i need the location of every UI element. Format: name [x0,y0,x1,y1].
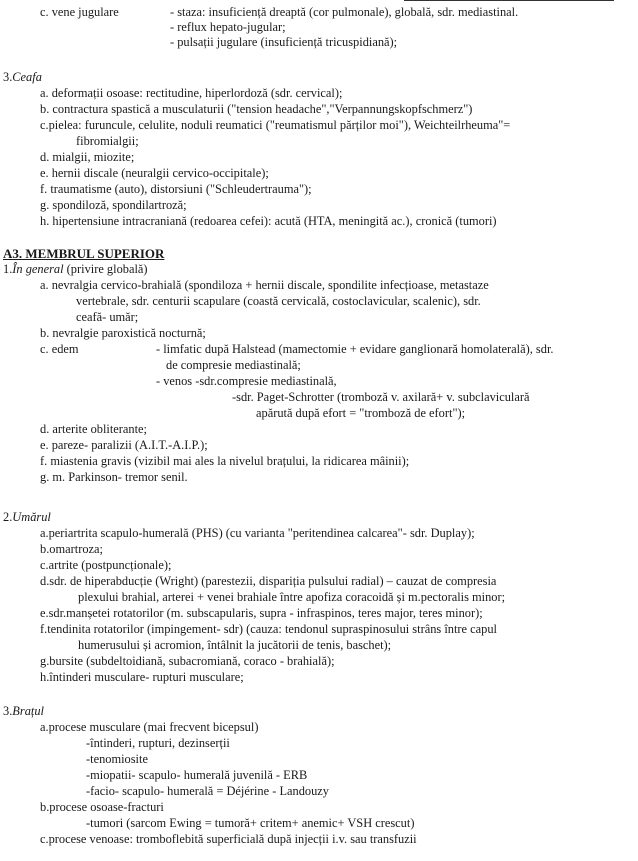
list-item: h. hipertensiune intracraniană (redoarea cefei): acută (HTA, meningită ac.), cronică (tumori) [40,214,497,228]
list-item: e.sdr.manșetei rotatorilor (m. subscapularis, supra - infraspinos, teres major, teres minor); [40,606,483,620]
list-item: f.tendinita rotatorilor (impingement- sdr) (cauza: tendonul supraspinosului strâns între capul [40,622,497,636]
section-number: 3. [3,704,13,718]
section-title: Ceafa [12,70,42,84]
list-item-cont: fibromialgii; [76,134,139,148]
section-heading-brat [3,704,44,719]
list-item-cont: ceafă- umăr; [76,310,139,324]
section-title: Umărul [12,510,51,524]
list-item: c. edem [40,342,79,356]
list-item-sub: -facio- scapulo- humerală = Déjérine - Landouzy [86,784,329,798]
section-number: 1. [3,262,13,276]
section-number: 2. [3,510,13,524]
list-item-sub: -întinderi, rupturi, dezinserții [86,736,230,750]
list-item: e. hernii discale (neuralgii cervico-occipitale); [40,166,269,180]
list-item: b. nevralgie paroxistică nocturnă; [40,326,206,340]
list-item: d. mialgii, miozite; [40,150,135,164]
pulsatii-line: - pulsații jugulare (insuficiență tricuspidiană); [170,35,398,49]
list-item-sub: -tenomiosite [86,752,148,766]
section-subtitle: (privire globală) [63,262,148,276]
section-heading-ceafa [3,70,42,85]
list-item: c.artrite (postpuncționale); [40,558,172,572]
list-item-cont: - venos -sdr.compresie mediastinală, [156,374,337,388]
list-item: g. m. Parkinson- tremor senil. [40,470,188,484]
list-item: a.periartrita scapulo-humerală (PHS) (cu varianta "peritendinea calcarea"- sdr. Duplay); [40,526,475,540]
staza-line: - staza: insuficiență dreaptă (cor pulmonale), globală, sdr. mediastinal. [170,5,519,19]
list-item: c.procese venoase: tromboflebită superficială după injecții i.v. sau transfuzii [40,832,417,846]
vene-jugulare-label: c. vene jugulare [40,5,119,19]
list-item: b. contractura spastică a musculaturii ("tension headache","Verpannungskopfschmerz") [40,102,473,116]
list-item-sub: -miopatii- scapulo- humerală juvenilă - ERB [86,768,308,782]
list-item: g.bursite (subdeltoidiană, subacromiană, coraco - brahială); [40,654,335,668]
list-item: f. miastenia gravis (vizibil mai ales la nivelul brațului, la ridicarea mâinii); [40,454,410,468]
section-heading-umar [3,510,51,525]
list-item: c.pielea: furuncule, celulite, noduli reumatici ("reumatismul părților moi"), Weichteilrheuma"= [40,118,511,132]
chapter-heading: A3. MEMBRUL SUPERIOR [3,246,165,261]
section-title: Brațul [12,704,44,718]
reflux-line: - reflux hepato-jugular; [170,20,286,34]
list-item: h.întinderi musculare- rupturi musculare; [40,670,244,684]
list-item-cont: plexului brahial, arterei + venei brahiale între apofiza coracoidă și m.pectoralis minor; [78,590,506,604]
list-item: a. nevralgia cervico-brahială (spondiloza + hernii discale, spondilite infecțioase, metastaze [40,278,489,292]
list-item: a. deformații osoase: rectitudine, hiperlordoză (sdr. cervical); [40,86,343,100]
list-item-cont: -sdr. Paget-Schrotter (tromboză v. axilară+ v. subclaviculară [232,390,530,404]
list-item-cont: de compresie mediastinală; [166,358,301,372]
list-item-cont: humerusului și acromion, întâlnit la jucătorii de tenis, baschet); [78,638,392,652]
section-title: În general [12,262,64,276]
list-item: g. spondiloză, spondilartroză; [40,198,187,212]
list-item: b.omartroza; [40,542,103,556]
list-item: a.procese musculare (mai frecvent bicepsul) [40,720,259,734]
section-heading-general [3,262,148,277]
list-item: f. traumatisme (auto), distorsiuni ("Schleudertrauma"); [40,182,312,196]
list-item-cont: - limfatic după Halstead (mamectomie + evidare ganglionară homolaterală), sdr. [156,342,554,356]
list-item: e. pareze- paralizii (A.I.T.-A.I.P.); [40,438,208,452]
list-item: b.procese osoase-fracturi [40,800,164,814]
list-item-cont: apărută după efort = "tromboză de efort"); [256,406,466,420]
list-item: d. arterite obliterante; [40,422,147,436]
list-item: d.sdr. de hiperabducție (Wright) (parestezii, dispariția pulsului radial) – cauzat de compresia [40,574,497,588]
section-number: 3. [3,70,13,84]
list-item-sub: -tumori (sarcom Ewing = tumoră+ critem+ anemic+ VSH crescut) [86,816,415,830]
list-item-cont: vertebrale, sdr. centurii scapulare (coastă cervicală, costoclavicular, scalenic), sdr. [76,294,481,308]
top-rule [404,0,614,1]
